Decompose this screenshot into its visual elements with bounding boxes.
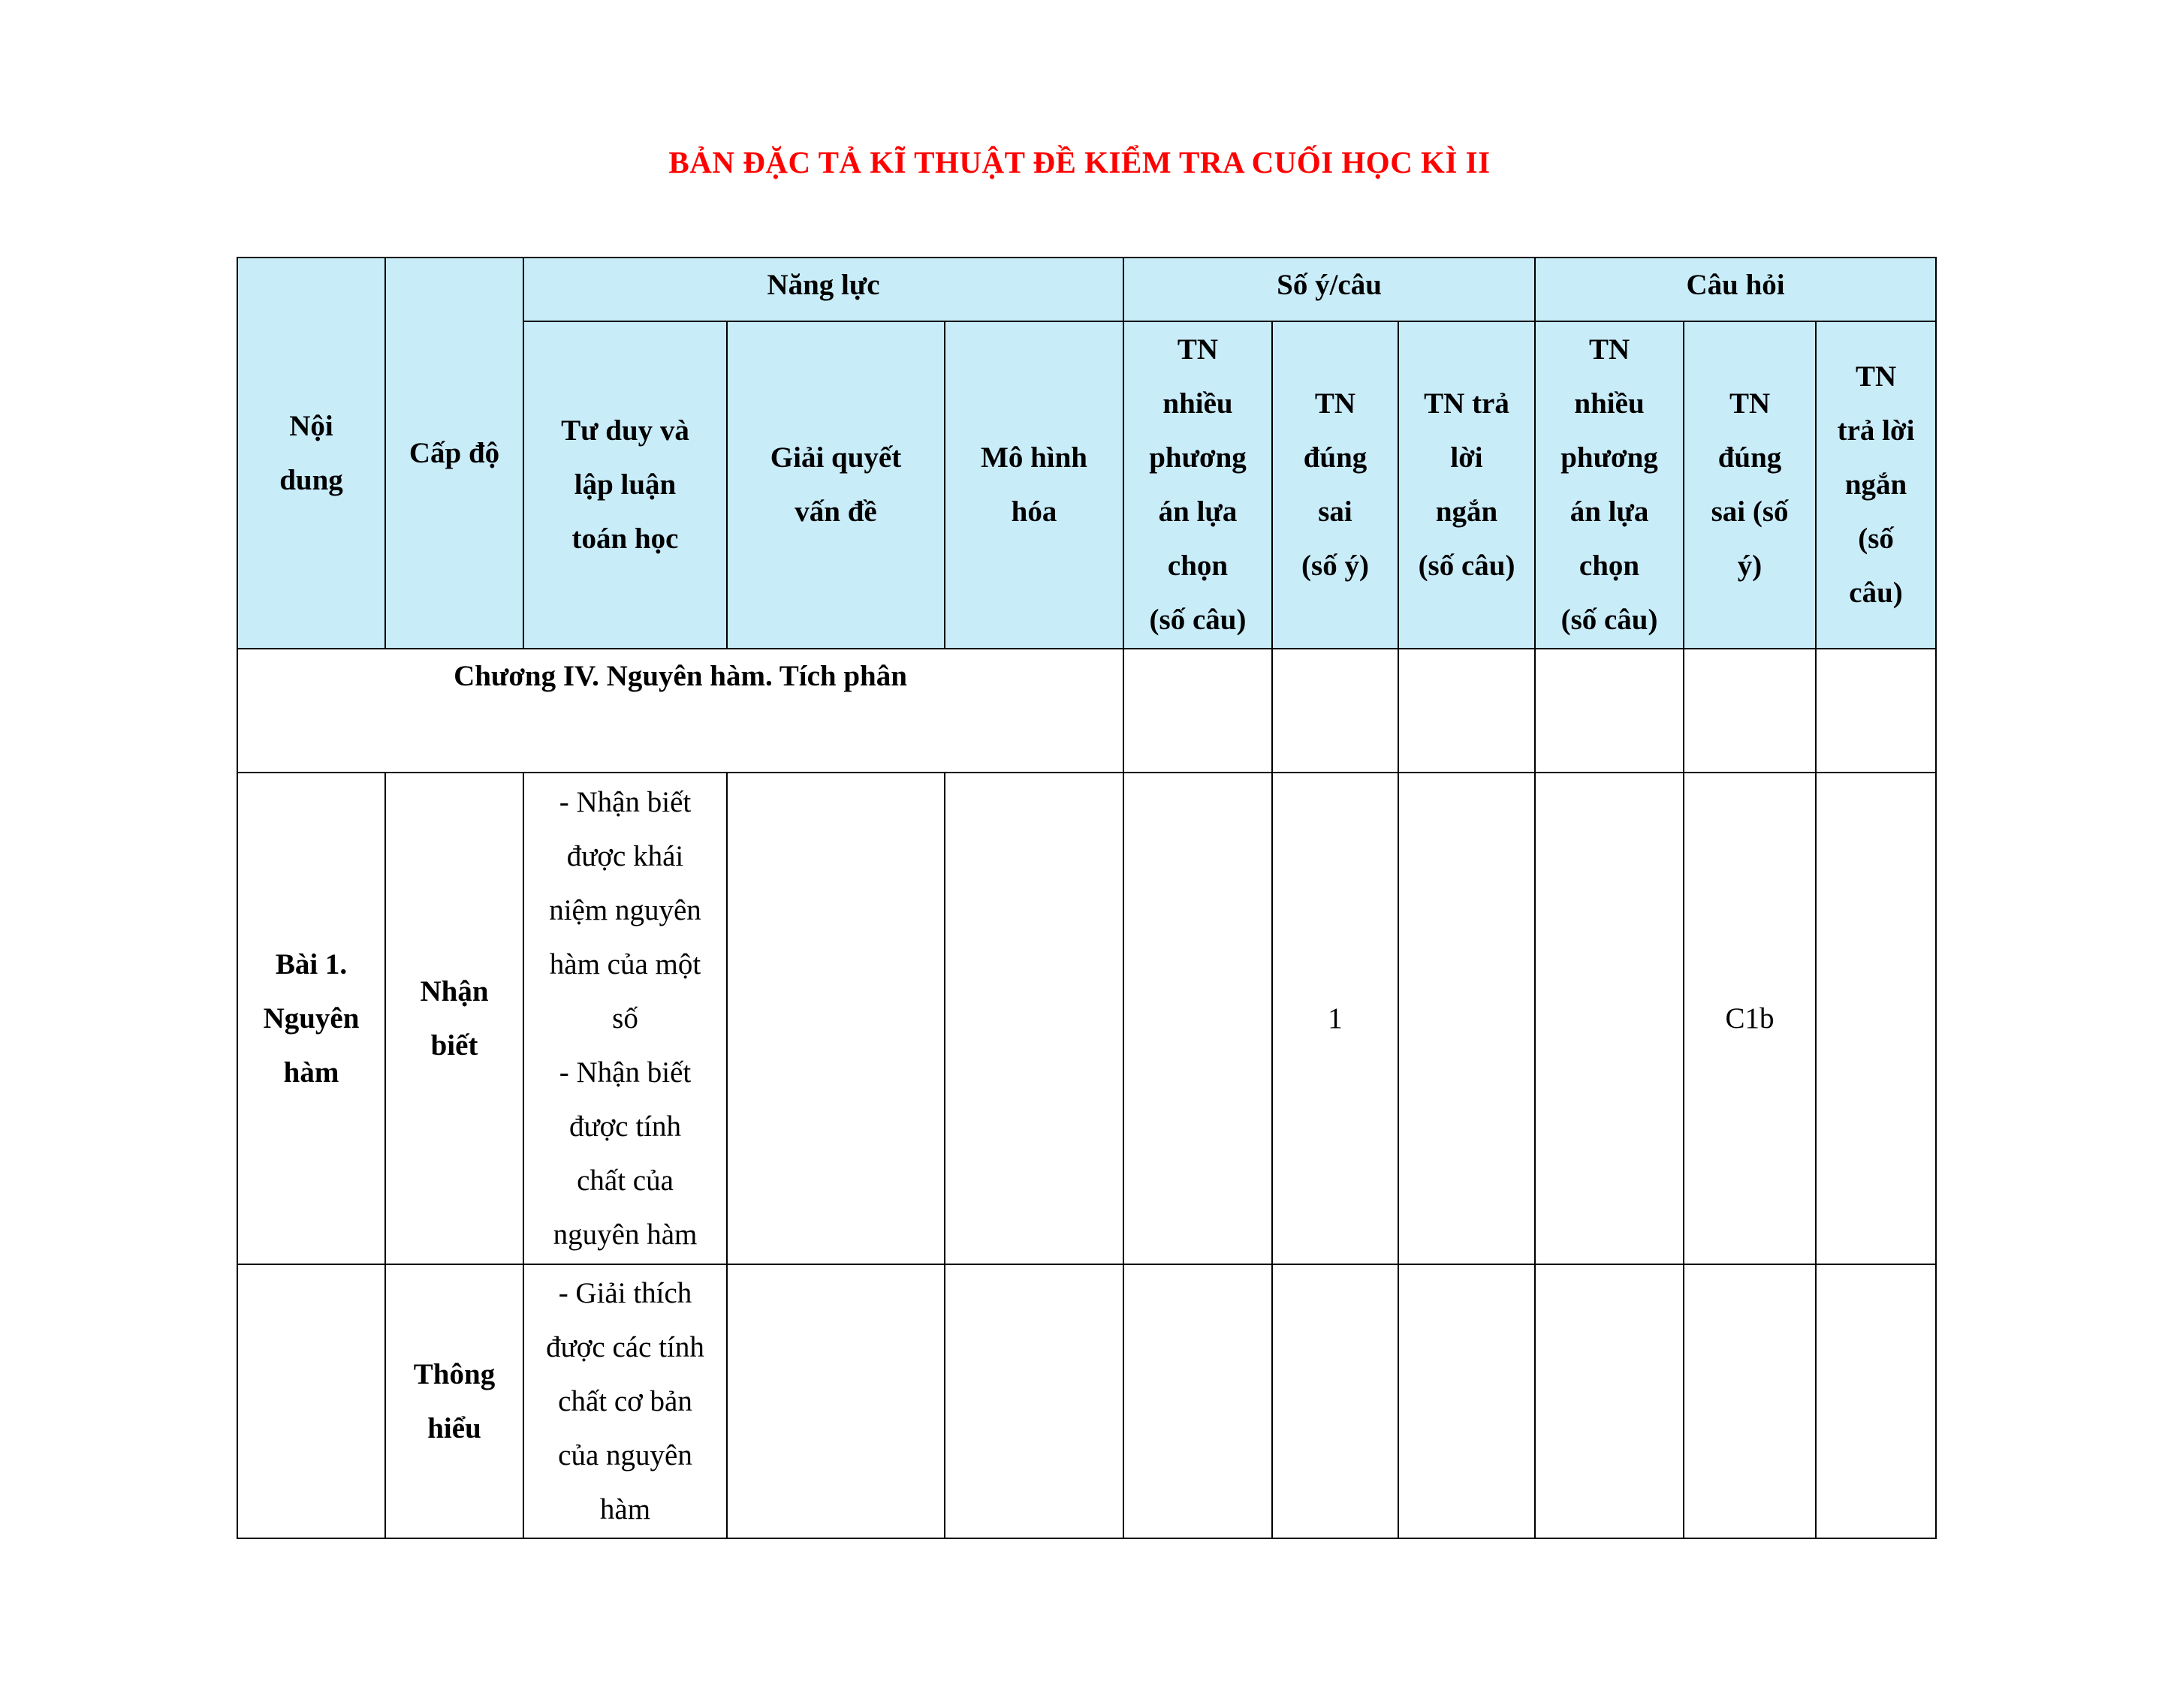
header-noi-dung: Nội dung [237, 258, 385, 649]
table-cell [1816, 649, 1936, 773]
table-cell [1398, 1264, 1535, 1538]
row-cap-do: Nhận biết [385, 773, 523, 1264]
table-cell [1123, 1264, 1272, 1538]
table-cell [1684, 1264, 1816, 1538]
table-cell [1684, 649, 1816, 773]
row-cau-tn-dung-sai: C1b [1684, 773, 1816, 1264]
header-so-tn-dung-sai: TN đúng sai (số ý) [1272, 321, 1398, 649]
header-cau-tn-nhieu-phuong-an: TN nhiều phương án lựa chọn (số câu) [1535, 321, 1684, 649]
header-so-tn-tra-loi-ngan: TN trả lời ngắn (số câu) [1398, 321, 1535, 649]
table-cell [1816, 773, 1936, 1264]
table-row [237, 1264, 1936, 1538]
row-tu-duy: - Nhận biết được khái niệm nguyên hàm của một số - Nhận biết được tính chất của nguyên hàm [523, 773, 727, 1264]
table-cell [1123, 773, 1272, 1264]
table-cell [1816, 1264, 1936, 1538]
table-row [237, 773, 1936, 1264]
row-noi-dung: Bài 1. Nguyên hàm [237, 773, 385, 1264]
header-cap-do: Cấp độ [385, 258, 523, 649]
row-tu-duy: - Giải thích được các tính chất cơ bản của nguyên hàm [523, 1264, 727, 1538]
header-cau-tn-tra-loi-ngan: TN trả lời ngắn (số câu) [1816, 321, 1936, 649]
document-title: BẢN ĐẶC TẢ KĨ THUẬT ĐỀ KIỂM TRA CUỐI HỌC KÌ II [668, 145, 1491, 179]
table-cell [1272, 1264, 1398, 1538]
header-mo-hinh: Mô hình hóa [945, 321, 1123, 649]
table-cell [727, 773, 945, 1264]
chapter-row [237, 649, 1936, 773]
table-cell [1398, 773, 1535, 1264]
specification-table [237, 257, 1937, 1539]
chapter-title: Chương IV. Nguyên hàm. Tích phân [237, 649, 1123, 773]
table-cell [1398, 649, 1535, 773]
table-cell [945, 773, 1123, 1264]
table-cell [945, 1264, 1123, 1538]
table-cell [727, 1264, 945, 1538]
table-cell [1535, 1264, 1684, 1538]
header-so-tn-nhieu-phuong-an: TN nhiều phương án lựa chọn (số câu) [1123, 321, 1272, 649]
table-cell [237, 1264, 385, 1538]
header-giai-quyet: Giải quyết vấn đề [727, 321, 945, 649]
header-cau-hoi: Câu hỏi [1535, 258, 1936, 321]
table-cell [1123, 649, 1272, 773]
header-tu-duy: Tư duy và lập luận toán học [523, 321, 727, 649]
table-cell [1535, 649, 1684, 773]
header-row-groups [237, 258, 1936, 321]
header-so-y-cau: Số ý/câu [1123, 258, 1535, 321]
header-cau-tn-dung-sai: TN đúng sai (số ý) [1684, 321, 1816, 649]
header-nang-luc: Năng lực [523, 258, 1123, 321]
row-so-tn-dung-sai: 1 [1272, 773, 1398, 1264]
table-cell [1535, 773, 1684, 1264]
row-cap-do: Thông hiểu [385, 1264, 523, 1538]
table-cell [1272, 649, 1398, 773]
